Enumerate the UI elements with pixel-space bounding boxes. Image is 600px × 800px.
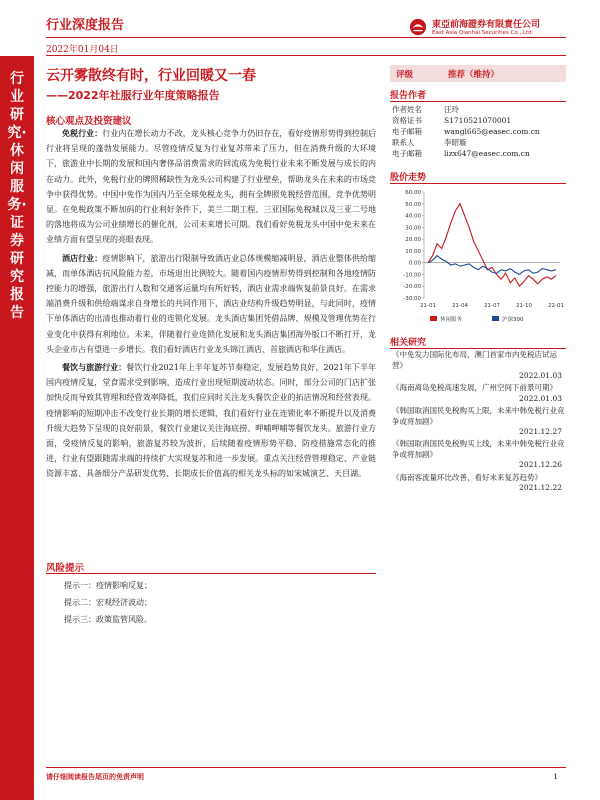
risk-rule <box>46 573 376 574</box>
series-line-leisure <box>428 204 556 286</box>
author-key: 联系人 <box>392 138 415 147</box>
y-tick-label: -20.00 <box>403 284 421 291</box>
author-key: 作者姓名 <box>392 105 422 114</box>
y-tick-label: 60.00 <box>405 190 421 196</box>
paragraph-lead: 酒店行业： <box>62 252 103 263</box>
author-rule <box>390 101 566 102</box>
paragraph-lead: 餐饮与旅游行业： <box>62 362 127 373</box>
risk-item: 提示三：政策监管风险。 <box>64 615 152 624</box>
related-research-list <box>392 350 566 495</box>
related-item[interactable] <box>392 383 566 404</box>
author-key: 电子邮箱 <box>392 127 422 136</box>
author-value: wangl665@easec.com.cn <box>444 127 540 136</box>
related-item-title: 《海南客流量环比改善，看好未来复苏趋势》 <box>392 472 542 482</box>
x-tick-label: 21-01 <box>420 303 436 309</box>
y-tick-label: 10.00 <box>405 248 421 255</box>
risk-item: 提示一：疫情影响反复； <box>64 581 152 590</box>
rating-box <box>390 65 566 82</box>
footer-rule <box>46 767 566 768</box>
company-logo-icon <box>409 18 427 36</box>
related-item-title: 《韩国取消国民免税购买上线，未来中韩免税行业竞争或将加剧》 <box>392 439 565 459</box>
legend-swatch <box>430 316 437 321</box>
paragraph-hotel <box>46 251 376 357</box>
author-value: 李昭璇 <box>444 138 467 147</box>
author-key: 电子邮箱 <box>392 149 422 158</box>
risk-item: 提示二：宏观经济波动； <box>64 598 152 607</box>
related-item-title: 《韩国取消国民免税购买上限，未来中韩免税行业竞争或将加剧》 <box>392 405 565 426</box>
legend-label: 休闲服务 <box>440 317 463 323</box>
related-item-date: 2021.12.26 <box>519 460 562 470</box>
x-tick-label: 21-07 <box>484 303 500 309</box>
related-research-heading: 相关研究 <box>390 338 427 348</box>
related-item-date: 2022.01.03 <box>519 371 562 381</box>
x-tick-label: 21-10 <box>516 303 532 309</box>
header-rule-lower <box>46 55 566 56</box>
author-heading: 报告作者 <box>390 91 427 101</box>
author-value: 汪玲 <box>444 105 459 114</box>
company-name-en: East Asia Qianhai Securities Co., Ltd. <box>432 30 534 36</box>
author-row <box>392 137 568 148</box>
main-body <box>46 126 376 482</box>
related-rule <box>390 348 566 349</box>
report-date: 2022年01月04日 <box>46 45 119 55</box>
legend-label: 沪深300 <box>502 317 524 323</box>
author-list <box>392 104 568 159</box>
paragraph-duty-free <box>46 126 376 248</box>
stock-trend-heading: 股价走势 <box>390 173 427 183</box>
legend-swatch <box>492 316 499 321</box>
report-title: 云开雾散终有时，行业回暖又一春 <box>46 68 256 84</box>
y-tick-label: 20.00 <box>405 237 421 244</box>
report-subtitle: ——2022年社服行业年度策略报告 <box>46 89 220 102</box>
author-row <box>392 126 568 137</box>
related-item-date: 2021.12.22 <box>519 483 562 493</box>
related-item-date: 2022.01.03 <box>519 393 562 403</box>
rating-value: 推荐（维持） <box>448 70 500 80</box>
sidebar-label: 行业研究·休闲服务·证券研究报告 <box>7 71 27 321</box>
y-tick-label: -10.00 <box>403 272 421 279</box>
y-tick-label: 30.00 <box>405 225 421 232</box>
y-tick-label: 0.00 <box>408 260 421 267</box>
paragraph-lead: 免税行业： <box>62 128 103 138</box>
series-line-csi300 <box>428 256 556 275</box>
related-item-title: 《中免发力国际化布局，澳门首家市内免税店试运营》 <box>392 350 557 370</box>
author-row <box>392 148 568 159</box>
rating-label: 评级 <box>396 70 414 80</box>
related-item[interactable] <box>392 406 566 438</box>
trend-rule <box>390 183 566 184</box>
author-row <box>392 115 568 126</box>
header-rule <box>46 37 566 38</box>
report-type-tag: 行业深度报告 <box>46 18 125 33</box>
y-tick-label: -30.00 <box>403 296 421 302</box>
author-value: S1710521070001 <box>444 116 512 125</box>
x-tick-label: 21-04 <box>452 303 468 309</box>
author-key: 资格证书 <box>392 116 422 125</box>
paragraph-text: 行业内在增长动力不改，龙头核心竞争力仍旧存在，看好疫情形势得到控制后行业将呈现的蓬勃发展能力。尽管疫情反复为行业复苏带来了压力，但在消费升级的大环境下，旅游业中长期的发展和国内奢侈品消费需求的回流成为免税行业未来不断发展与成长的内在动力。此外，免税行业的牌照稀缺性为龙头公司构建了行业壁垒，帮助龙头在未来的市场竞争中获得优势。中国中免作为国内乃至全球免税龙头，拥有全牌照免税经营范围，竞争优势明显。在免税政策不断加码的行业利好条件下，美兰二期工程、三亚国际免税城以及三亚二号地的落地将成为公司业绩增长的催化剂，公司未来增长可期。我们看好免税龙头中国中免未来在业绩方面有望呈现的亮眼表现。 <box>46 129 376 245</box>
company-name-cn: 東亞前海證券有限責任公司 <box>432 20 541 30</box>
x-tick-label: 22-01 <box>548 303 564 309</box>
author-value: lizx647@easec.com.cn <box>444 149 530 158</box>
related-item-title: 《海南离岛免税高速发展，广州空间下前景可期》 <box>392 383 557 393</box>
page-number: 1 <box>553 772 558 781</box>
y-tick-label: 40.00 <box>405 213 421 220</box>
risk-heading: 风险提示 <box>46 563 85 574</box>
related-item[interactable] <box>392 473 566 494</box>
paragraph-catering-tourism <box>46 360 376 482</box>
paragraph-text: 餐饮行业2021年上半年复苏节奏稳定，发展趋势良好，2021年下半年国内疫情反复，堂食需求受到影响，造成行业出现短期波动状态。同时，部分公司的门店扩张加快反而导致其管理和经营效率降低，我们应同时关注龙头餐饮企业的拓店情况和经营表现。疫情影响的短期冲击不改变行业长期的增长逻辑，我们看好行业在连锁化率不断提升以及消费升级大趋势下呈现的良好前景，餐饮行业建议关注海底捞、呷哺呷哺等餐饮龙头。旅游行业方面，受疫情反复的影响，旅游复苏较为波折，后续随着疫情形势平稳、防疫措施常态化的推进，行业有望跟随需求端的持续扩大实现复苏和进一步发展。重点关注经营管理稳定、产业链资源丰富、具备细分产品研发优势、长期成长价值高的相关龙头标的如宋城演艺、天目湖。 <box>46 363 377 479</box>
related-item-date: 2021.12.27 <box>519 427 562 437</box>
footer-disclaimer: 请仔细阅读报告尾页的免责声明 <box>46 773 144 781</box>
author-row <box>392 104 568 115</box>
paragraph-text: 疫情影响下，旅游出行限制导致酒店业总体规模缩减明显，酒店业整体供给缩减，而单体酒店抗风险能力差，市场退出比例较大。随着国内疫情形势得到控制和各地疫情防控能力的增强，旅游出行人数和交通客运量均有所好转，酒店业需求端恢复前景良好。在需求端消费升级和供给端谋求自身增长的共同作用下，酒店业结构升级趋势明显，与此同时，疫情下单体酒店的出清也推动着行业的连锁化发展。龙头酒店集团凭借品牌、规模及管理优势在行业变化中获得有利地位。未来，伴随着行业连锁化发展和龙头酒店集团海外版口不断打开，龙头企业市占有望进一步增长。我们看好酒店行业龙头锦江酒店、首旅酒店和华住酒店。 <box>46 253 376 354</box>
stock-trend-chart <box>390 186 566 332</box>
y-tick-label: 50.00 <box>405 201 421 208</box>
related-item[interactable] <box>392 350 566 382</box>
core-views-heading: 核心观点及投资建议 <box>46 116 132 127</box>
related-item[interactable] <box>392 439 566 471</box>
